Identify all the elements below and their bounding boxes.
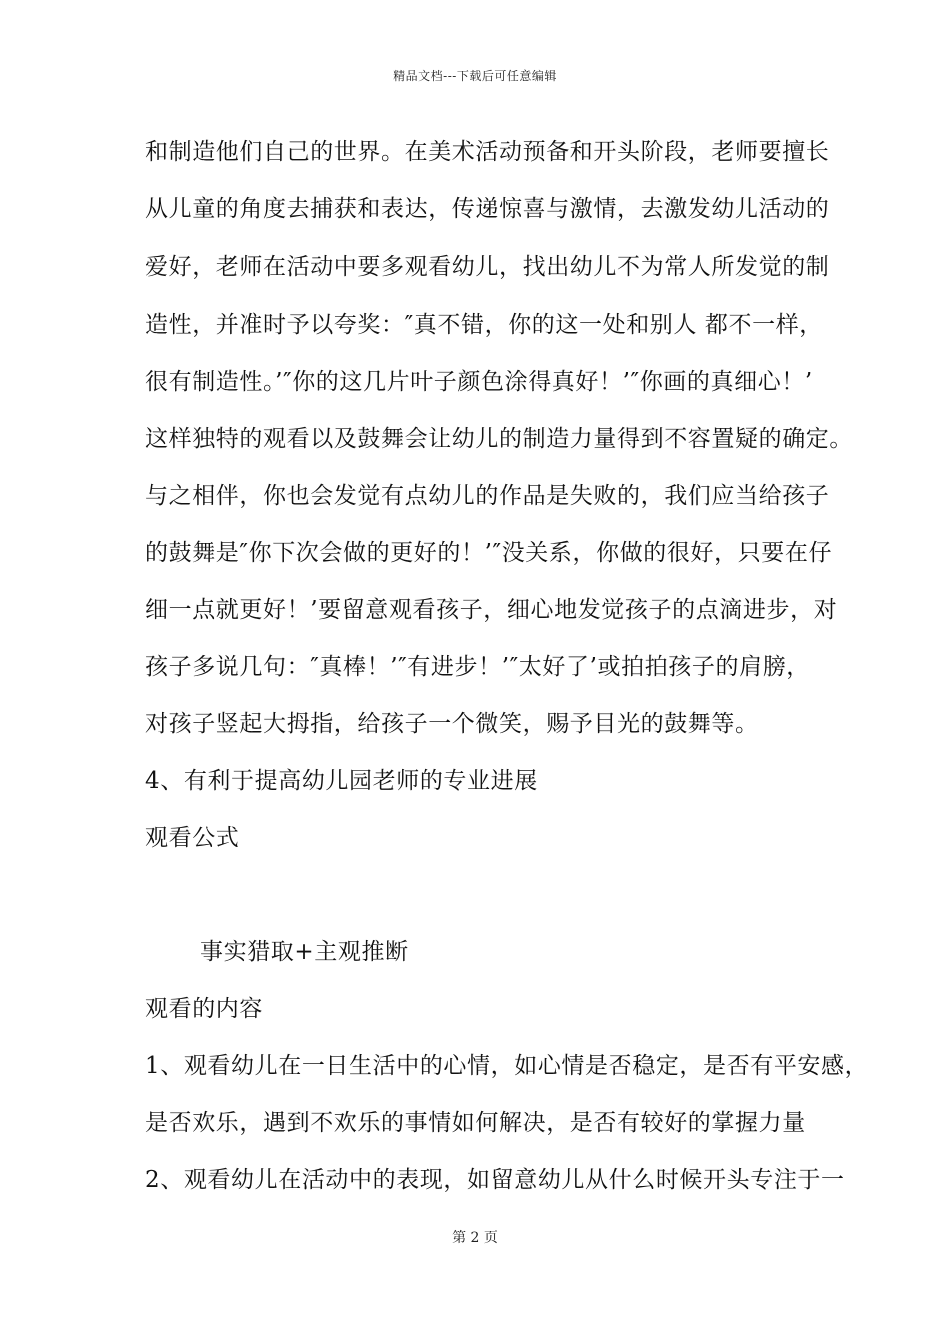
page-number: 第 2 页 (452, 1230, 498, 1246)
subheading: 观看的内容 (145, 996, 263, 1022)
paragraph-line: 细一点就更好！’要留意观看孩子，细心地发觉孩子的点滴进步，对 (145, 597, 838, 623)
list-item-continuation: 是否欢乐，遇到不欢乐的事情如何解决，是否有较好的掌握力量 (145, 1110, 806, 1136)
paragraph-line: 孩子多说几句：″真棒！’″有进步！’″太好了’或拍拍孩子的肩膀， (145, 654, 810, 680)
paragraph-line: 对孩子竖起大拇指，给孩子一个微笑，赐予目光的鼓舞等。 (145, 711, 759, 737)
paragraph-line: 与之相伴，你也会发觉有点幼儿的作品是失败的，我们应当给孩子 (145, 483, 830, 509)
paragraph-line: 从儿童的角度去捕获和表达，传递惊喜与激情，去激发幼儿活动的 (145, 196, 830, 222)
paragraph-line: 爱好，老师在活动中要多观看幼儿，找出幼儿不为常人所发觉的制 (145, 254, 830, 280)
paragraph-line: 很有制造性。’″你的这几片叶子颜色涂得真好！’″你画的真细心！’ (145, 369, 813, 395)
list-item: 2、观看幼儿在活动中的表现，如留意幼儿从什么时候开头专注于一 (145, 1167, 845, 1193)
formula-text: 事实猎取+主观推断 (200, 939, 409, 965)
subheading: 观看公式 (145, 825, 240, 851)
section-heading: 4、有利于提高幼儿园老师的专业进展 (145, 768, 538, 794)
paragraph-line: 造性，并准时予以夸奖：″真不错，你的这一处和别人 都不一样， (145, 312, 823, 338)
paragraph-line: 这样独特的观看以及鼓舞会让幼儿的制造力量得到不容置疑的确定。 (145, 426, 853, 452)
paragraph-line: 的鼓舞是″你下次会做的更好的！’″没关系，你做的很好，只要在仔 (145, 540, 833, 566)
paragraph-line: 和制造他们自己的世界。在美术活动预备和开头阶段，老师要擅长 (145, 139, 830, 165)
list-item: 1、观看幼儿在一日生活中的心情，如心情是否稳定，是否有平安感， (145, 1053, 869, 1079)
page-header: 精品文档---下载后可任意编辑 (393, 69, 557, 83)
